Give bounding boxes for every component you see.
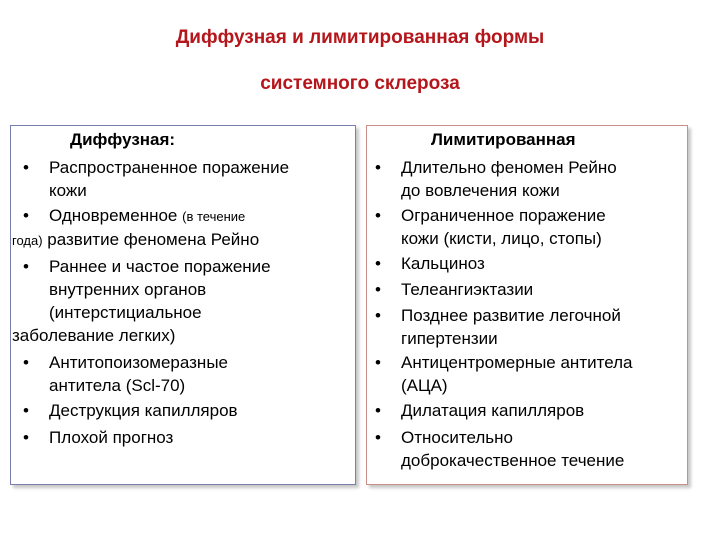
item-text-small: (в течение [182, 209, 246, 224]
bullet-icon: • [23, 401, 29, 420]
item-text-line: Плохой прогноз [49, 428, 174, 447]
list-item [19, 426, 349, 449]
bullet-icon: • [375, 158, 381, 177]
diffuse-heading: Диффузная: [70, 130, 176, 149]
list-item [371, 426, 685, 472]
item-text-small: года) [12, 233, 43, 248]
item-text-line: кожи [49, 181, 87, 200]
list-item [12, 255, 349, 347]
item-text-line: кожи (кисти, лицо, стопы) [401, 229, 602, 248]
bullet-icon: • [23, 353, 29, 372]
bullet-icon: • [23, 428, 29, 447]
item-text-line: заболевание легких) [12, 326, 176, 345]
item-text-line: Относительно [401, 428, 513, 447]
list-item [19, 351, 349, 397]
title-line-2: системного склероза [260, 73, 460, 94]
bullet-icon: • [375, 428, 381, 447]
list-item [19, 399, 349, 422]
item-text-line: Антицентромерные антитела [401, 353, 633, 372]
item-text-line: внутренних органов [49, 280, 207, 299]
item-text-line: Ограниченное поражение [401, 206, 606, 225]
list-item [371, 351, 685, 397]
bullet-icon: • [23, 158, 29, 177]
limited-form-panel [366, 125, 688, 485]
list-item [371, 304, 685, 350]
bullet-icon: • [23, 257, 29, 276]
item-text-line: Распространенное поражение [49, 158, 290, 177]
list-item [371, 156, 685, 202]
item-text-line: Телеангиэктазии [401, 280, 534, 299]
diffuse-form-panel [10, 125, 356, 485]
list-item [19, 156, 349, 202]
list-item [371, 278, 685, 301]
item-text-line: антитела (Scl-70) [49, 376, 186, 395]
list-item [371, 204, 685, 250]
limited-heading: Лимитированная [431, 130, 576, 149]
item-text-line: Позднее развитие легочной [401, 306, 621, 325]
bullet-icon: • [375, 206, 381, 225]
item-text-line: до вовлечения кожи [401, 181, 560, 200]
item-text-line: гипертензии [401, 329, 498, 348]
item-text-line: Одновременное [49, 206, 183, 225]
bullet-icon: • [375, 353, 381, 372]
item-text-line: Антитопоизомеразные [49, 353, 228, 372]
item-text-line: Раннее и частое поражение [49, 257, 271, 276]
list-item [371, 399, 685, 422]
item-text-line: (интерстициальное [49, 303, 202, 322]
item-text-line: Кальциноз [401, 254, 485, 273]
item-text-line: развитие феномена Рейно [42, 230, 260, 249]
item-text-line: Деструкция капилляров [49, 401, 238, 420]
bullet-icon: • [375, 280, 381, 299]
bullet-icon: • [23, 206, 29, 225]
list-item [371, 252, 685, 275]
item-text-line: (АЦА) [401, 376, 448, 395]
bullet-icon: • [375, 401, 381, 420]
item-text-line: доброкачественное течение [401, 451, 625, 470]
title-line-1: Диффузная и лимитированная формы [175, 27, 545, 48]
item-text-line: Дилатация капилляров [401, 401, 585, 420]
list-item [12, 204, 353, 252]
bullet-icon: • [375, 306, 381, 325]
item-text-line: Длительно феномен Рейно [401, 158, 617, 177]
bullet-icon: • [375, 254, 381, 273]
